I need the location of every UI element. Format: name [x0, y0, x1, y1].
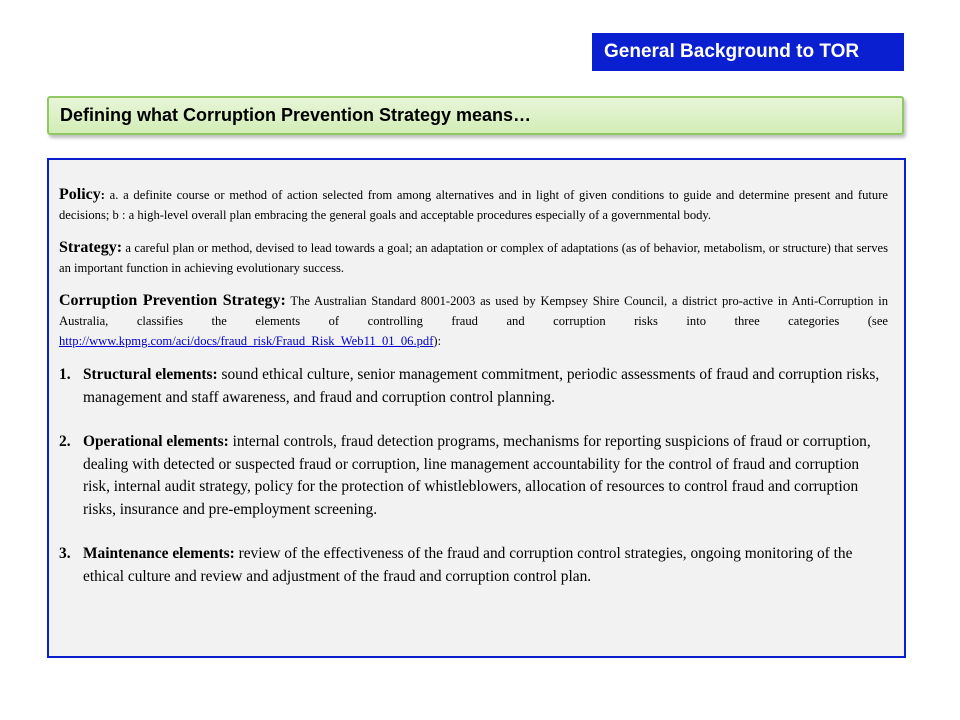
list-item — [59, 364, 888, 409]
cps-text: The Australian Standard 8001-2003 as used by Kempsey Shire Council, a district pro-active in Anti-Corruption in Australia, classifies the elements of controlling fraud and corruption risks into three categories (see — [59, 294, 888, 328]
list-number: 2. — [59, 433, 71, 450]
subtitle-text: Defining what Corruption Prevention Strategy means… — [60, 105, 532, 125]
strategy-term: Strategy: — [59, 239, 123, 256]
list-item-body — [83, 431, 888, 521]
section-tag-label: General Background to TOR — [604, 41, 860, 62]
policy-colon: : — [100, 188, 105, 202]
content-panel — [47, 158, 906, 658]
cps-term: Corruption Prevention Strategy: — [59, 292, 286, 309]
list-item — [59, 431, 888, 521]
kpmg-link[interactable]: http://www.kpmg.com/aci/docs/fraud_risk/Fraud_Risk_Web11_01_06.pdf — [59, 334, 434, 348]
strategy-text: a careful plan or method, devised to lead towards a goal; an adaptation or complex of adaptations (as of behavior, metabolism, or structure) that serves an important function in achieving evolutionary success. — [59, 241, 888, 275]
policy-definition — [59, 185, 888, 225]
cps-tail: ): — [433, 334, 442, 348]
list-item-body — [83, 543, 888, 588]
subtitle-banner — [47, 96, 904, 135]
list-item-body — [83, 364, 888, 409]
policy-term: Policy — [59, 186, 101, 203]
structural-text: sound ethical culture, senior management commitment, periodic assessments of fraud and corruption risks, management and staff awareness, and fraud and corruption control planning. — [83, 366, 880, 406]
section-tag — [592, 33, 904, 71]
list-item — [59, 543, 888, 588]
maintenance-text: review of the effectiveness of the fraud and corruption control strategies, ongoing monitoring of the ethical culture and review and adjustment of the fraud and corruption control plan. — [83, 545, 853, 585]
strategy-definition — [59, 238, 888, 278]
list-number: 1. — [59, 366, 71, 383]
policy-text: a. a definite course or method of action selected from among alternatives and in light of given conditions to guide and determine present and future decisions; b : a high-level overall plan embracing the general goals and acceptable procedures especially of a governmental body. — [59, 188, 888, 222]
operational-text: internal controls, fraud detection programs, mechanisms for reporting suspicions of fraud or corruption, dealing with detected or suspected fraud or corruption, line management accountability for the control of fraud and corruption risk, internal audit strategy, policy for the protection of whistleblowers, allocation of resources to control fraud and corruption risks, insurance and pre-employment screening. — [83, 433, 871, 518]
list-number: 3. — [59, 545, 71, 562]
maintenance-term: Maintenance elements: — [83, 545, 235, 562]
cps-definition — [59, 291, 888, 351]
elements-list — [59, 364, 888, 588]
structural-term: Structural elements: — [83, 366, 218, 383]
operational-term: Operational elements: — [83, 433, 229, 450]
